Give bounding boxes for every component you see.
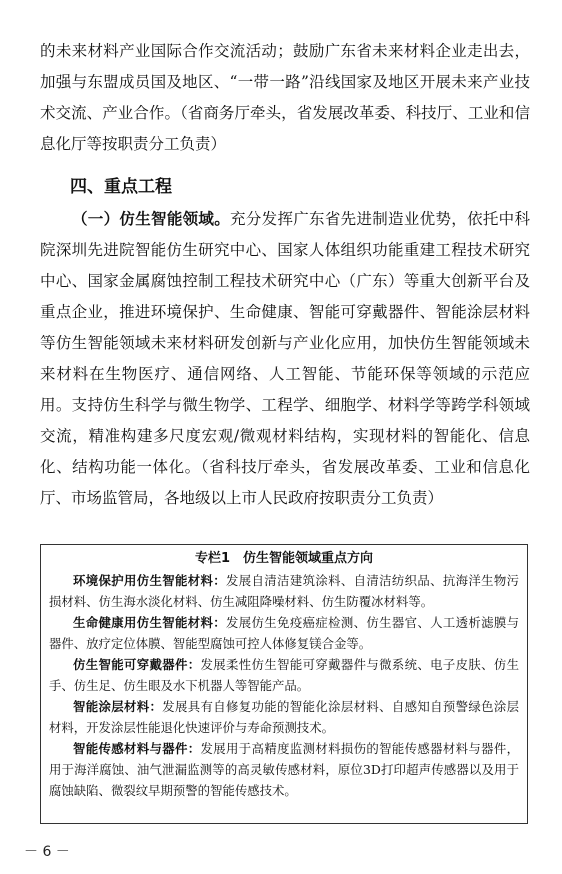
box-item: [41, 696, 527, 738]
box-item: [41, 612, 527, 654]
box-item-text: 发展自清洁建筑涂料、自清洁纺织品、抗海洋生物污损材料、仿生海水淡化材料、仿生减阻降噪材料、仿生防覆冰材料等。: [49, 573, 520, 609]
box-item: [41, 654, 527, 696]
feature-box: [40, 544, 528, 824]
box-item-text: 发展仿生免疫癌症检测、仿生器官、人工透析滤膜与器件、放疗定位体膜、智能型腐蚀可控人体修复镁合金等。: [49, 615, 520, 651]
box-item-key: 环境保护用仿生智能材料：: [73, 573, 227, 588]
box-title: 专栏1 仿生智能领域重点方向: [194, 551, 374, 566]
box-item-key: 生命健康用仿生智能材料：: [73, 615, 227, 630]
box-item-key: 智能传感材料与器件：: [73, 741, 201, 756]
box-item-text: 发展具有自修复功能的智能化涂层材料、自感知自预警绿色涂层材料，开发涂层性能退化快速评价与寿命预测技术。: [49, 699, 520, 735]
paragraph-body: 充分发挥广东省先进制造业优势，依托中科院深圳先进院智能仿生研究中心、国家人体组织功能重建工程技术研究中心、国家金属腐蚀控制工程技术研究中心（广东）等重大创新平台及重点企业，推进环境保护、生命健康、智能可穿戴器件、智能涂层材料等仿生智能领域未来材料研发创新与产业化应用，加快仿生智能领域未来材料在生物医疗、通信网络、人工智能、节能环保等领域的示范应用。支持仿生科学与微生物学、工程学、细胞学、材料学等跨学科领域交流，精准构建多尺度宏观/微观材料结构，实现材料的智能化、信息化、结构功能一体化。（省科技厅牵头，省发展改革委、工业和信息化厅、市场监管局，各地级以上市人民政府按职责分工负责）: [40, 210, 530, 507]
paragraph-bionic-intelligence: [40, 204, 530, 514]
box-item-text: 发展用于高精度监测材料损伤的智能传感器材料与器件，用于海洋腐蚀、油气泄漏监测等的高灵敏传感材料，原位3D打印超声传感器以及用于腐蚀缺陷、微裂纹早期预警的智能传感技术。: [49, 741, 520, 798]
paragraph-lead: （一）仿生智能领域。: [72, 210, 231, 228]
box-item-key: 智能涂层材料：: [73, 699, 163, 714]
page-number: － 6 －: [24, 844, 70, 860]
box-item-key: 仿生智能可穿戴器件：: [73, 657, 201, 672]
box-item: [41, 570, 527, 612]
section-heading: 四、重点工程: [70, 177, 172, 197]
box-item: [41, 738, 527, 801]
box-item-text: 发展柔性仿生智能可穿戴器件与微系统、电子皮肤、仿生手、仿生足、仿生眼及水下机器人等智能产品。: [49, 657, 520, 693]
paragraph-cooperation: 的未来材料产业国际合作交流活动；鼓励广东省未来材料企业走出去，加强与东盟成员国及地区、“一带一路”沿线国家及地区开展未来产业技术交流、产业合作。（省商务厅牵头，省发展改革委、科技厅、工业和信息化厅等按职责分工负责）: [40, 42, 530, 153]
